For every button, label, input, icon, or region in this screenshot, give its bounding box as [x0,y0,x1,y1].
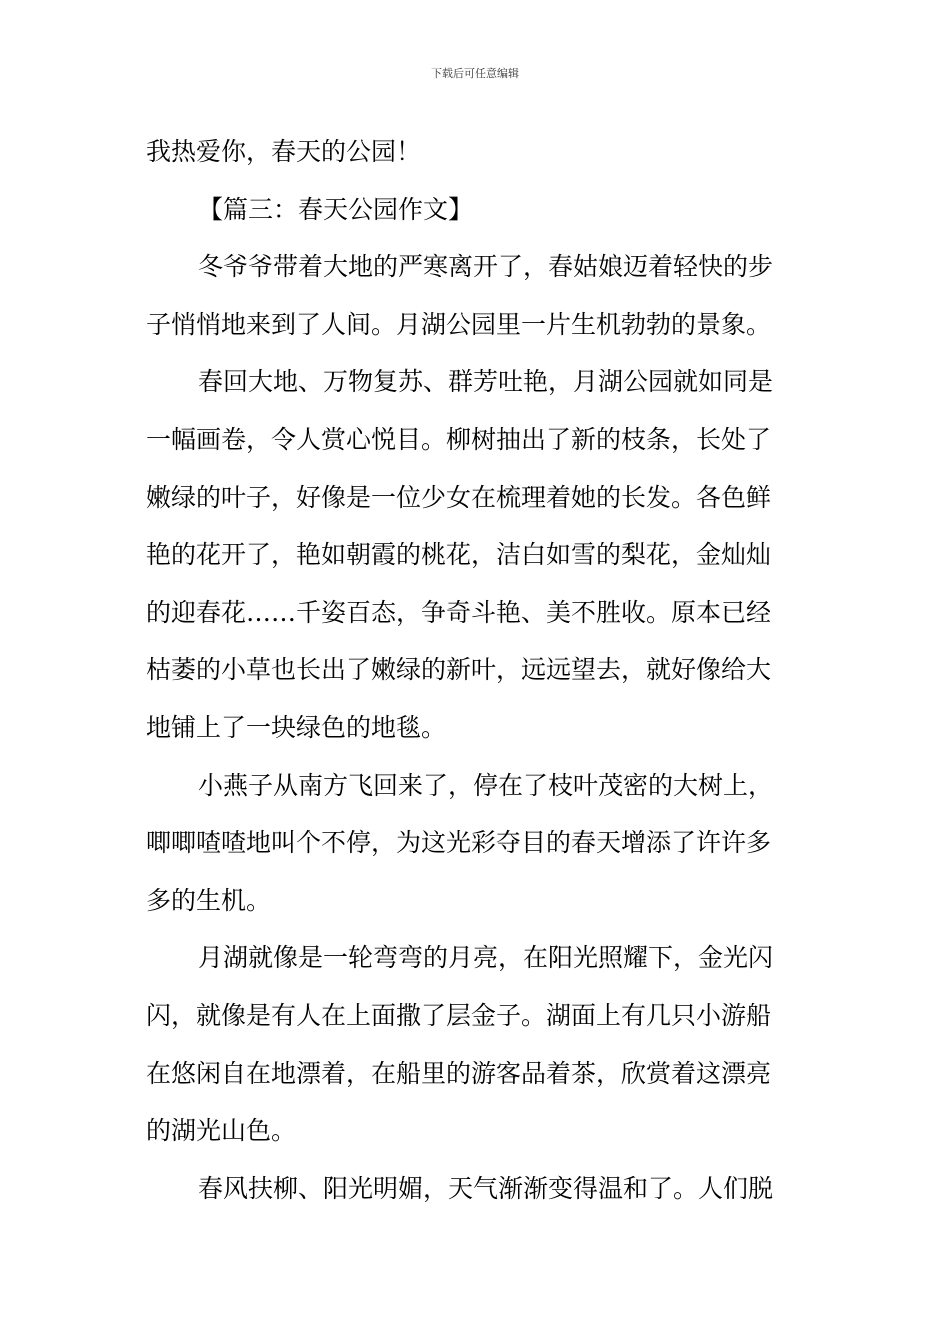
text-line: 春回大地、万物复苏、群芳吐艳，月湖公园就如同是 [198,367,774,397]
text-line: 我热爱你，春天的公园！ [146,137,422,166]
text-line: 的迎春花……千姿百态，争奇斗艳、美不胜收。原本已经 [146,597,772,627]
text-line: 的湖光山色。 [146,1116,297,1146]
text-line: 闪，就像是有人在上面撒了层金子。湖面上有几只小游船 [146,1000,772,1030]
text-line: 唧唧喳喳地叫个不停，为这光彩夺目的春天增添了许许多 [146,828,772,858]
text-line: 多的生机。 [146,885,272,915]
text-line: 冬爷爷带着大地的严寒离开了，春姑娘迈着轻快的步 [198,252,774,282]
text-line: 一幅画卷，令人赏心悦目。柳树抽出了新的枝条，长处了 [146,424,772,454]
text-line: 月湖就像是一轮弯弯的月亮，在阳光照耀下，金光闪 [198,943,774,973]
text-line: 子悄悄地来到了人间。月湖公园里一片生机勃勃的景象。 [146,309,772,339]
text-line: 春风扶柳、阳光明媚，天气渐渐变得温和了。人们脱 [198,1173,774,1203]
text-line: 艳的花开了，艳如朝霞的桃花，洁白如雪的梨花，金灿灿 [146,540,772,570]
page-header: 下载后可任意编辑 [431,67,519,80]
text-line: 小燕子从南方飞回来了，停在了枝叶茂密的大树上， [198,770,774,800]
document-body [146,123,810,1217]
text-line: 地铺上了一块绿色的地毯。 [146,712,447,742]
section-heading: 【篇三：春天公园作文】 [198,194,474,224]
text-line: 嫩绿的叶子，好像是一位少女在梳理着她的长发。各色鲜 [146,482,772,512]
text-line: 在悠闲自在地漂着，在船里的游客品着茶，欣赏着这漂亮 [146,1058,772,1088]
text-line: 枯萎的小草也长出了嫩绿的新叶，远远望去，就好像给大 [146,655,772,685]
